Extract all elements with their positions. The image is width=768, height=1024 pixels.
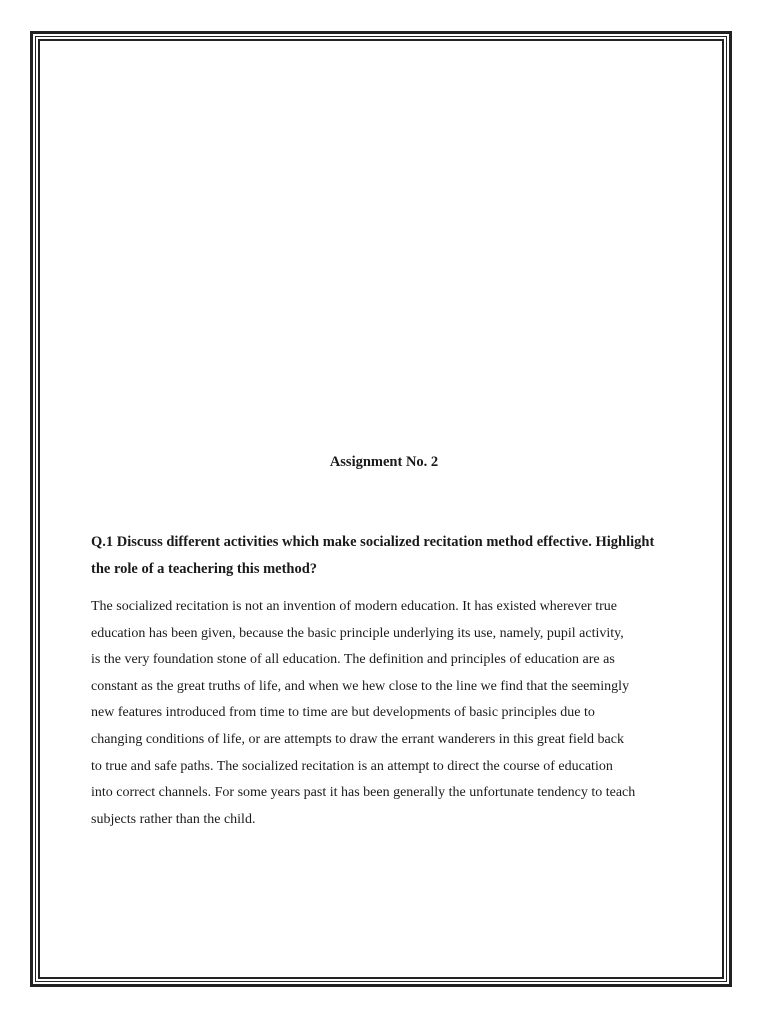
paragraph-line: is the very foundation stone of all education. The definition and principles of education are as bbox=[91, 652, 615, 668]
paragraph-line: education has been given, because the basic principle underlying its use, namely, pupil activity, bbox=[91, 625, 624, 641]
paragraph-line: subjects rather than the child. bbox=[91, 811, 256, 827]
page-border-inner bbox=[38, 39, 724, 979]
paragraph-line: constant as the great truths of life, and when we hew close to the line we find that the seemingly bbox=[91, 678, 630, 694]
assignment-title: Assignment No. 2 bbox=[329, 454, 439, 470]
question-heading bbox=[91, 529, 691, 582]
paragraph-line: changing conditions of life, or are attempts to draw the errant wanderers in this great field back bbox=[91, 731, 624, 747]
paragraph-line: to true and safe paths. The socialized recitation is an attempt to direct the course of education bbox=[91, 758, 613, 774]
paragraph-line: new features introduced from time to time are but developments of basic principles due to bbox=[91, 705, 595, 721]
paragraph-line: into correct channels. For some years past it has been generally the unfortunate tendency to teach bbox=[91, 785, 636, 801]
paragraph-line: The socialized recitation is not an invention of modern education. It has existed wherever true bbox=[91, 599, 617, 614]
question-line: the role of a teachering this method? bbox=[91, 560, 318, 577]
answer-paragraph bbox=[91, 594, 696, 833]
question-line: Q.1 Discuss different activities which make socialized recitation method effective. Highlight bbox=[91, 534, 655, 550]
